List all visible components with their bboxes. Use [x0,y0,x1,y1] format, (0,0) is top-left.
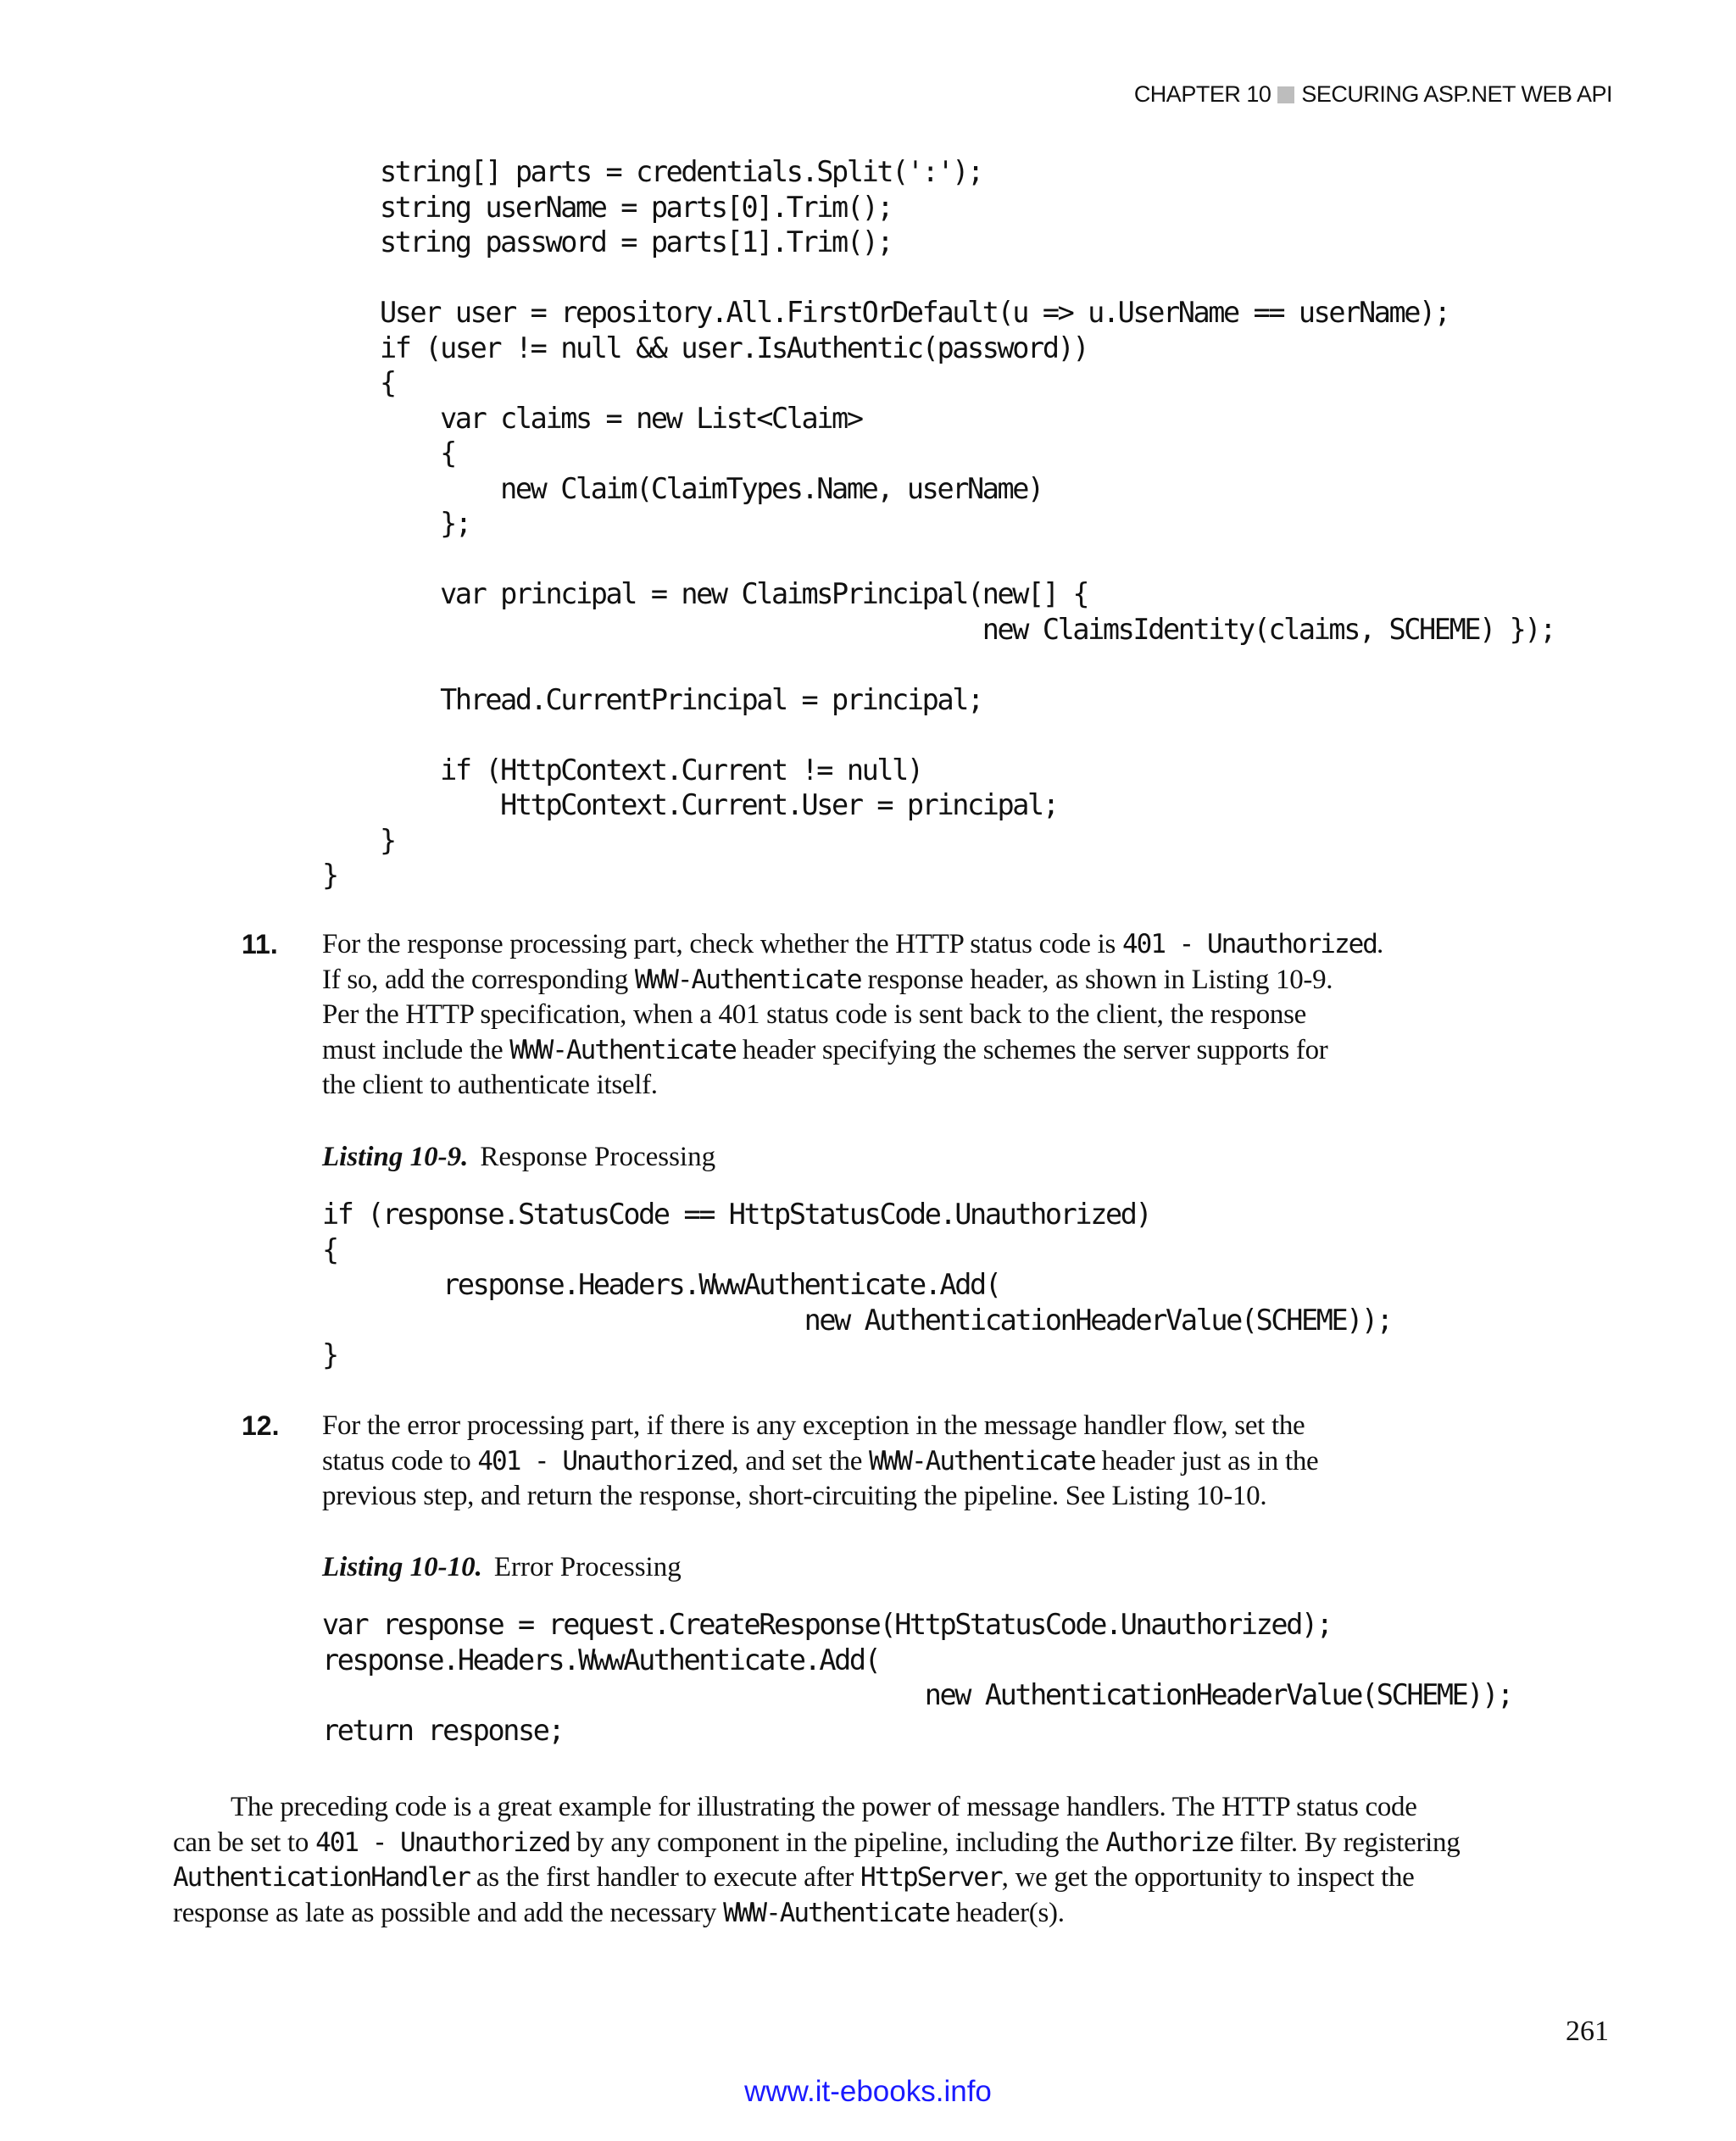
page-number: 261 [1566,2016,1609,2047]
code-block-listing-10-10: var response = request.CreateResponse(HttpStatusCode.Unauthorized); response.Headers.WwwAuthenticate.Add( new AuthenticationHeaderValue(SCHEME)); return response; [322,1608,1512,1747]
step-number: 12. [242,1410,280,1441]
footer-website-link[interactable]: www.it-ebooks.info [744,2075,992,2108]
listing-title: Response Processing [480,1142,716,1172]
running-header [1134,81,1612,108]
closing-paragraph: The preceding code is a great example for illustrating the power of message handlers. The HTTP status code can be set to 401 - Unauthorized by any component in the pipeline, including the Authorize filter. By registering AuthenticationHandler as the first handler to execute after HttpServer, we get the opportunity to inspect the response as late as possible and add the necessary WWW-Authenticate header(s). [173,1792,1461,1928]
step-text: For the response processing part, check whether the HTTP status code is 401 - Unauthorized. If so, add the corresponding WWW-Authenticate response header, as shown in Listing 10-9. Per the HTTP specification, when a 401 status code is sent back to the client, the response must include the WWW-Authenticate header specifying the schemes the server supports for the client to authenticate itself. [322,929,1383,1100]
listing-title: Error Processing [493,1552,682,1582]
chapter-title: SECURING ASP.NET WEB API [1301,81,1612,107]
header-separator-square [1277,86,1294,103]
code-block-authentication: string[] parts = credentials.Split(':'); string userName = parts[0].Trim(); string password = parts[1].Trim(); User user = repository.All.FirstOrDefault(u => u.UserName == userName); if (user != null && user.IsAuthentic(password)) { var claims = new List<Claim> { new Claim(ClaimTypes.Name, userName) }; var principal = new ClaimsPrincipal(new[] { new ClaimsIdentity(claims, SCHEME) }); Thread.CurrentPrincipal = principal; if (HttpContext.Current != null) HttpContext.Current.User = principal; } [380,155,1555,857]
chapter-label: CHAPTER 10 [1133,81,1271,107]
listing-label: Listing 10-10. [322,1552,482,1582]
code-block-closing-brace: } [322,859,337,892]
step-number: 11. [242,929,278,959]
listing-caption-10-10 [322,1550,682,1586]
step-text: For the error processing part, if there is any exception in the message handler flow, set the status code to 401 - Unauthorized, and set the WWW-Authenticate header just as in the previous step, and return the response, short-circuiting the pipeline. See Listing 10-10. [322,1410,1319,1511]
code-block-listing-10-9: if (response.StatusCode == HttpStatusCode.Unauthorized) { response.Headers.WwwAuthenticate.Add( new AuthenticationHeaderValue(SCHEME)); } [322,1198,1392,1371]
listing-caption-10-9 [322,1140,715,1176]
listing-label: Listing 10-9. [322,1142,469,1172]
